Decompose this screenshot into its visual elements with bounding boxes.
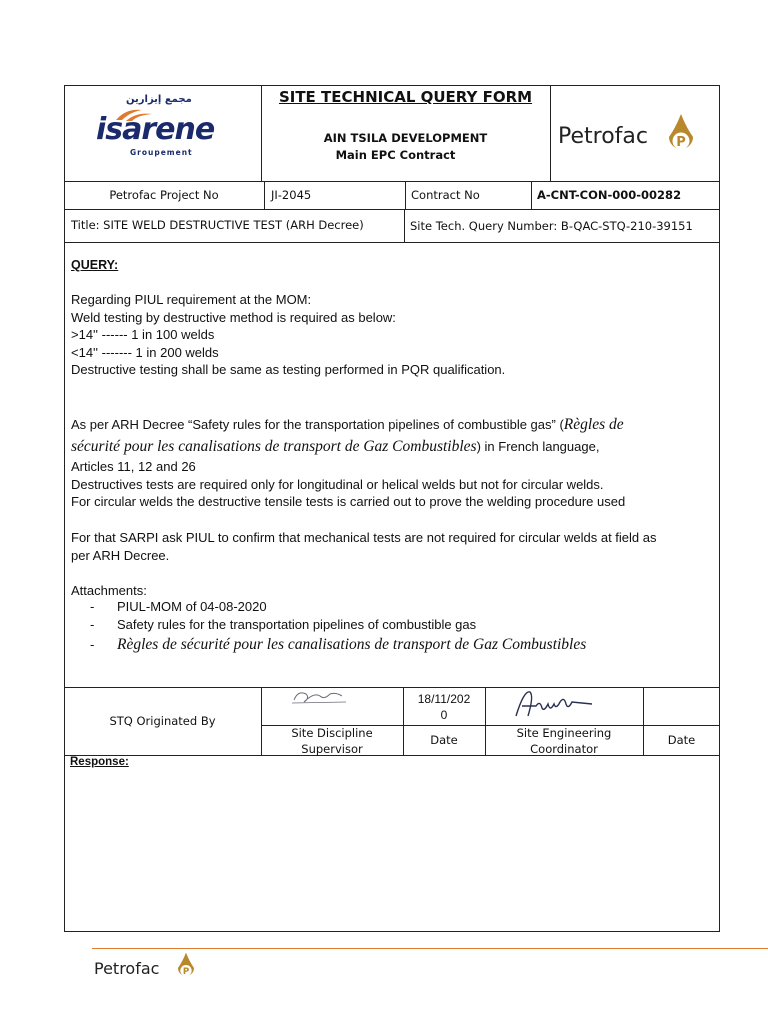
arh-decree-line-2 — [71, 438, 599, 456]
signoff-top-rule — [64, 687, 720, 688]
supervisor-signature — [290, 688, 350, 708]
date-label-1: Date — [430, 733, 458, 747]
project-no-label: Petrofac Project No — [109, 188, 219, 202]
isarene-logo — [96, 92, 228, 162]
query-line: Articles 11, 12 and 26 — [71, 459, 196, 474]
query-line: >14'' ------ 1 in 100 welds — [71, 327, 215, 342]
contract-no-label: Contract No — [411, 188, 480, 202]
footer-orange-rule — [92, 948, 768, 949]
svg-text:P: P — [182, 967, 190, 977]
attachment-item: - Safety rules for the transportation pipelines of combustible gas — [90, 617, 477, 632]
arh-decree-french: sécurité pour les canalisations de transport de Gaz Combustibles — [71, 438, 477, 455]
info-row-bottom-rule — [64, 209, 720, 210]
arh-decree-french: Règles de — [563, 416, 624, 433]
isarene-arabic-text: مجمع إيزارين — [126, 94, 192, 105]
query-line: For that SARPI ask PIUL to confirm that mechanical tests are not required for circular welds at field as — [71, 530, 657, 545]
title-row-divider — [404, 209, 405, 242]
petrofac-logo — [558, 124, 648, 149]
contract-no-value: A-CNT-CON-000-00282 — [537, 188, 682, 202]
form-title: SITE TECHNICAL QUERY FORM — [278, 88, 533, 106]
isarene-groupement: Groupement — [130, 148, 193, 157]
petrofac-drop-icon — [666, 113, 696, 155]
project-no-value: JI-2045 — [271, 188, 312, 202]
footer-petrofac-drop-icon — [176, 952, 196, 980]
query-line: per ARH Decree. — [71, 547, 170, 563]
attachment-item: - Règles de sécurité pour les canalisations de transport de Gaz Combustibles — [90, 636, 587, 653]
query-title: Title: SITE WELD DESTRUCTIVE TEST (ARH Decree) — [71, 218, 364, 232]
title-row-bottom-rule — [64, 242, 720, 243]
query-line: Destructives tests are required only for longitudinal or helical welds but not for circular welds. — [71, 476, 604, 492]
query-line: For circular welds the destructive tensile tests is carried out to prove the welding procedure used — [71, 494, 626, 509]
site-engineering-coordinator: Site Engineering Coordinator — [516, 726, 612, 756]
footer-petrofac-wordmark: Petrofac — [94, 959, 160, 978]
query-line: <14'' ------- 1 in 200 welds — [71, 344, 219, 360]
info-divider-1 — [264, 181, 265, 209]
query-heading: QUERY: — [71, 258, 119, 272]
arh-decree-text: As per ARH Decree “Safety rules for the transportation pipelines of combustible gas” ( — [71, 417, 564, 432]
info-divider-2 — [405, 181, 406, 209]
arh-decree-line-1 — [71, 416, 624, 434]
attachments-label: Attachments: — [71, 583, 147, 598]
contract-type: Main EPC Contract — [335, 148, 456, 162]
stq-originated-by: STQ Originated By — [109, 714, 216, 728]
response-heading: Response: — [70, 756, 129, 768]
query-line: Regarding PIUL requirement at the MOM: — [71, 292, 312, 307]
signoff-date-value: 18/11/202 0 — [417, 692, 471, 722]
date-label-2: Date — [667, 733, 696, 747]
attachment-item: - PIUL-MOM of 04-08-2020 — [90, 599, 267, 614]
project-name: AIN TSILA DEVELOPMENT — [323, 131, 488, 145]
coordinator-signature — [510, 686, 600, 722]
site-discipline-supervisor: Site Discipline Supervisor — [291, 726, 373, 756]
isarene-wordmark: isarene — [96, 112, 215, 147]
svg-text:P: P — [676, 135, 686, 150]
query-line: Weld testing by destructive method is required as below: — [71, 309, 396, 325]
info-divider-3 — [531, 181, 532, 209]
arh-decree-text: ) in French language, — [476, 439, 600, 454]
header-divider-right — [550, 85, 551, 181]
query-line: Destructive testing shall be same as testing performed in PQR qualification. — [71, 362, 506, 377]
header-bottom-rule — [64, 181, 720, 182]
stq-number: Site Tech. Query Number: B-QAC-STQ-210-39151 — [410, 219, 693, 233]
petrofac-wordmark: Petrofac — [558, 124, 648, 149]
